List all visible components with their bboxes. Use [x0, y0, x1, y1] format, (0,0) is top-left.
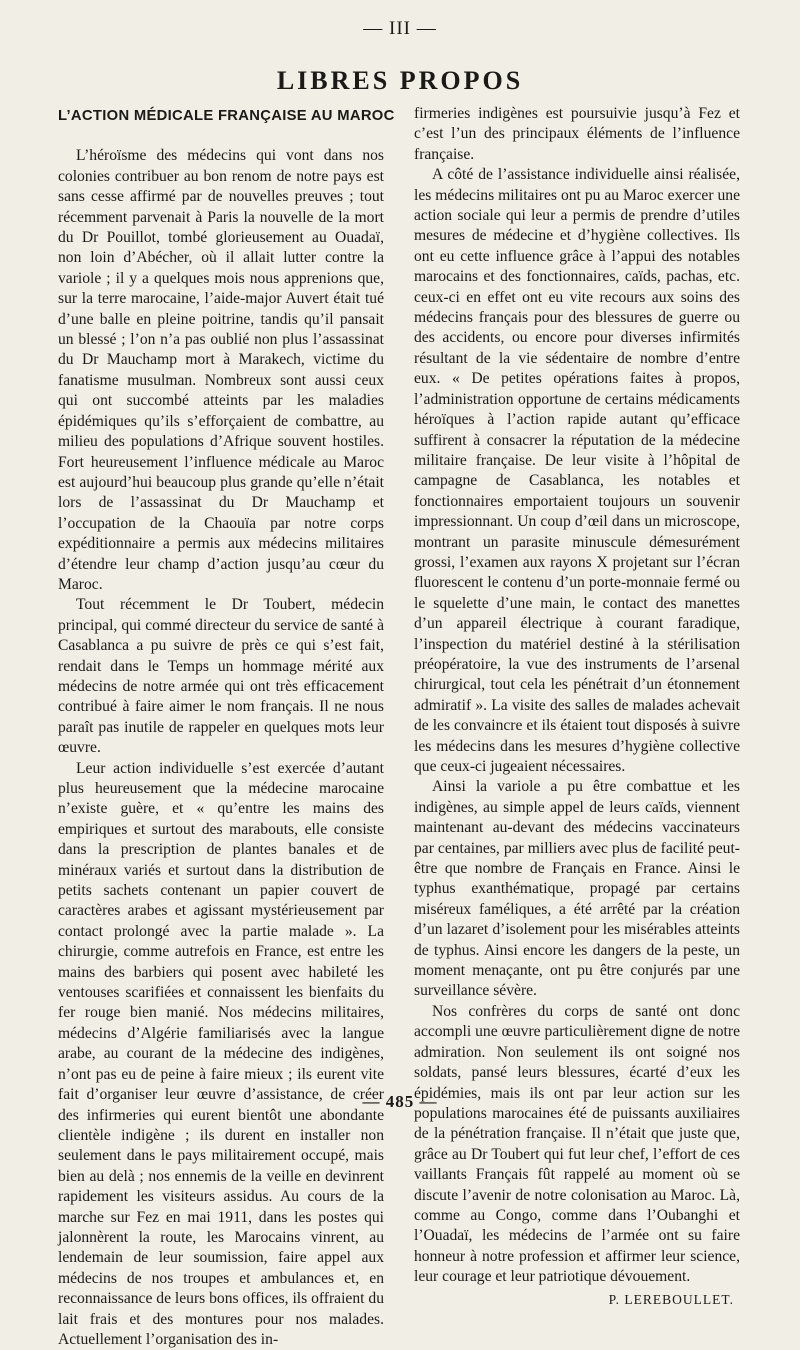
paragraph: A côté de l’assistance individuelle ainsi réalisée, les médecins militaires ont pu au Maroc exercer une action sociale qui leur a permis de prendre d’utiles mesures de médecine et d’hygiène collectives. Ils ont eu cette influence grâce à l’appui des notables marocains et des fonctionnaires, caïds, pachas, etc. ceux-ci en effet ont eu vite recours aux soins des médecins français pour des blessures de guerre ou des accidents, ou encore pour diverses infirmités résultant de la vie sédentaire de nombre d’entre eux. « De petites opérations faites à propos, l’administration opportune de certains médicaments héroïques à l’action rapide autant qu’efficace suffirent à consacrer la réputation de la médecine militaire française. De leur visite à l’hôpital de campagne de Casablanca, les notables et fonctionnaires emportaient toujours un souvenir impressionnant. Un coup d’œil dans un microscope, montrant un parasite minuscule démesurément grossi, l’examen aux rayons X projetant sur l’écran fluorescent le contenu d’un porte-monnaie fermé ou le squelette d’une main, le contact des manettes d’un appareil électrique à courant faradique, l’inspection du matériel destiné à la stérilisation préopératoire, la vue des instruments de l’arsenal chirurgical, tout cela les pénétrait d’un étonnement admiratif ». La visite des salles de malades achevait de les convaincre et ils étaient tout disposés à suivre les médecins dans les mesures d’hygiène collective que ceux-ci jugeaient nécessaires. — [414, 166, 740, 775]
page-number: — 485 — — [362, 1092, 438, 1111]
section-title: LIBRES PROPOS — [276, 66, 524, 95]
article-title: L’ACTION MÉDICALE FRANÇAISE AU MAROC — [58, 108, 395, 124]
author-signature: P. LEREBOULLET. — [608, 1291, 734, 1307]
paragraph: Nos confrères du corps de santé ont donc accompli une œuvre particulièrement digne de notre admiration. Non seulement ils ont soigné nos soldats, pansé leurs blessures, écarté d’eux les épidémies, mais ils ont par leur action sur les populations marocaines été de puissants auxiliaires de la pénétration française. Il n’était que juste que, grâce au Dr Toubert qui fut leur chef, l’effort de ces vaillants Français fût rappelé au moment où se discute l’avenir de notre colonisation au Maroc. Là, comme au Congo, comme dans l’Oubanghi et l’Ouadaï, les médecins de l’armée ont su faire honneur à notre profession et affirmer leur science, leur courage et leur patriotique dévouement. — [414, 1002, 740, 1286]
paragraph: Tout récemment le Dr Toubert, médecin principal, qui commé directeur du service de santé à Casablanca a pu suivre de près ce qui s’est fait, rendait dans le Temps un hommage mérité aux médecins de notre armée qui ont très efficacement contribué à faire aimer le nom français. Il ne nous paraît pas inutile de rappeler en quelques mots leur œuvre. — [58, 596, 384, 757]
paragraph: firmeries indigènes est poursuivie jusqu’à Fez et c’est l’un des principaux éléments de l’influence française. — [414, 105, 740, 163]
left-column — [58, 104, 395, 1350]
paragraph: Leur action individuelle s’est exercée d’autant plus heureusement que la médecine marocaine n’existe guère, et « qu’entre les mains des empiriques et surtout des marabouts, elle consiste dans la prescription de plantes banales et de minéraux variés et surtout dans la distribution de petits sachets contenant un papier couvert de caractères arabes et agissant mystérieusement par contact prolongé avec la partie malade ». La chirurgie, comme autrefois en France, est entre les mains des barbiers qui posent avec habileté les ventouses scarifiées et connaissent les bienfaits du fer rouge bien manié. Nos médecins militaires, médecins d’Algérie familiarisés avec la langue arabe, au courant de la médecine des indigènes, n’ont pas eu de peine à faire mieux ; ils eurent vite fait d’organiser leur œuvre d’assistance, de créer des infirmeries qui eurent bientôt une abondante clientèle indigène ; ils durent en installer non seulement dans le pays militairement occupé, mais bien au delà ; nos ennemis de la veille en devinrent rapidement les visiteurs assidus. Au cours de la marche sur Fez en mai 1911, dans les postes qui jalonnèrent la route, les Marocains vinrent, au lendemain de leur soumission, faire appel aux médecins de nos troupes et ambulances et, en reconnaissance de leurs bons offices, ils offraient du lait frais et des montures pour nos malades. Actuellement l’organisation des in- — [58, 759, 384, 1348]
right-column — [414, 104, 740, 1310]
paragraph: Ainsi la variole a pu être combattue et les indigènes, au simple appel de leurs caïds, viennent maintenant au-devant des médecins vaccinateurs par centaines, par milliers avec plus de facilité peut-être que nombre de Français en France. Ainsi le typhus exanthématique, propagé par certains miséreux faméliques, a été arrêté par la création d’un lazaret d’isolement pour les misérables atteints de typhus. Ainsi encore les dangers de la peste, un moment menaçante, ont pu être conjurés par une surveillance sévère. — [414, 778, 740, 1000]
paragraph: L’héroïsme des médecins qui vont dans nos colonies contribuer au bon renom de notre pays est sans cesse affirmé par de nouvelles preuves ; tout récemment parvenait à Paris la nouvelle de la mort du Dr Pouillot, tombé glorieusement au Ouadaï, non loin d’Abécher, où il allait lutter contre la variole ; il y a quelques mois nous apprenions que, sur la terre marocaine, l’aide-major Auvert était tué d’une balle en pleine poitrine, tandis qu’il pansait un blessé ; l’on n’a pas oublié non plus l’assassinat du Dr Mauchamp mort à Marakech, victime du fanatisme musulman. Nombreux sont aussi ceux qui ont succombé atteints par les maladies épidémiques qu’ils s’efforçaient de combattre, au milieu des populations d’Afrique souvent hostiles. Fort heureusement l’influence médicale au Maroc est aujourd’hui beaucoup plus grande qu’elle n’était lors de l’assassinat du Dr Mauchamp et l’occupation de la Chaouïa par notre corps expéditionnaire a permis aux médecins militaires d’étendre leur champ d’action jusqu’au cœur du Maroc. — [58, 147, 384, 593]
roman-page-number: — III — — [363, 18, 437, 39]
